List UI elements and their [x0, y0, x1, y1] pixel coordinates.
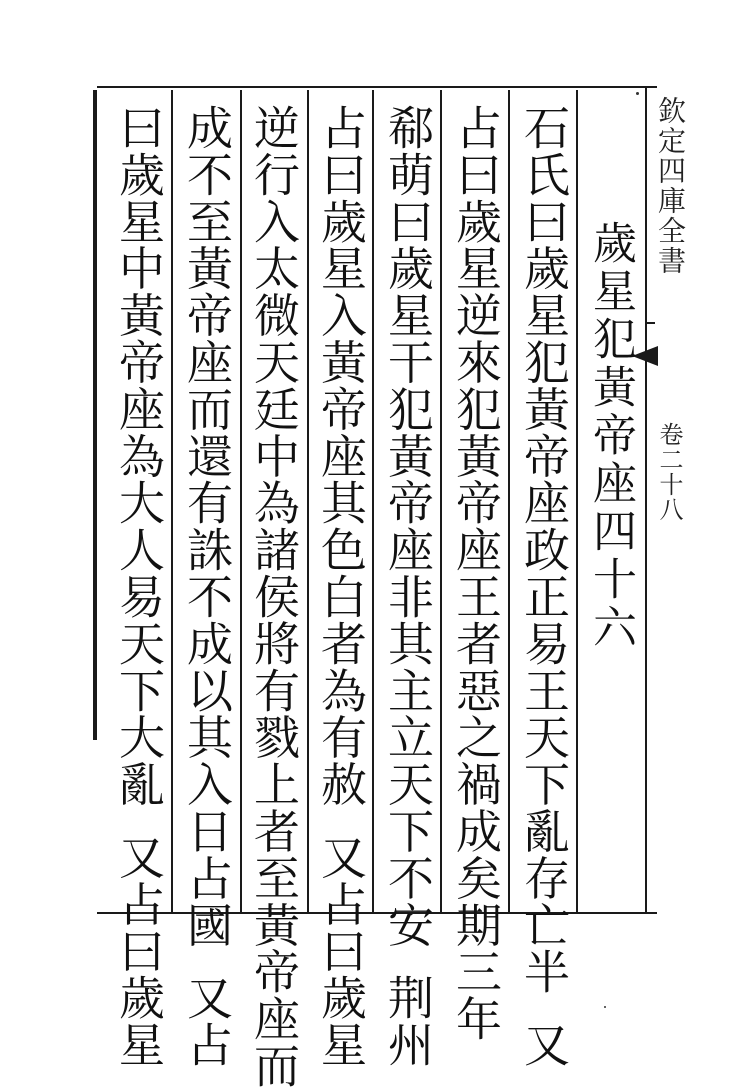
- top-border-rule: [97, 86, 657, 88]
- column-text: 逆行入太微天廷中為諸侯將有戮上者至黃帝座而: [247, 104, 301, 1089]
- margin-separator: [647, 322, 655, 324]
- section-heading: [585, 220, 636, 652]
- column-text: 又: [517, 1021, 571, 1069]
- column-text: 荆州: [381, 974, 435, 1069]
- column-text: 又占曰歲星: [314, 833, 368, 1068]
- column-divider: [171, 90, 173, 912]
- heading-text: 歲星犯黃帝座四十六: [585, 220, 636, 652]
- column-text: 占曰歲星入黃帝座其色白者為有赦: [314, 104, 368, 808]
- column-divider: [372, 90, 374, 912]
- text-column-6: [180, 104, 234, 1069]
- text-column-1: [517, 104, 571, 1069]
- column-text: 石氏曰歲星犯黃帝座政正易王天下亂存亡半: [517, 104, 571, 996]
- volume-number: 卷二十八: [655, 422, 683, 522]
- column-text: 又占曰歲星: [112, 833, 166, 1068]
- column-divider: [440, 90, 442, 912]
- left-border-rule: [93, 90, 97, 740]
- column-text: 占曰歲星逆來犯黃帝座王者惡之禍成矣期三年: [449, 104, 503, 1042]
- scan-speck: [636, 92, 639, 95]
- text-column-3: [381, 104, 435, 1069]
- text-column-5: [247, 104, 301, 1089]
- text-column-4: [314, 104, 368, 1068]
- book-title: 欽定四庫全書: [654, 96, 687, 276]
- column-text: 郗萌曰歲星干犯黃帝座非其主立天下不安: [381, 104, 435, 949]
- column-divider: [576, 90, 578, 912]
- column-text: 曰歲星中黃帝座為大人易天下大亂: [112, 104, 166, 808]
- text-column-2: [449, 104, 503, 1042]
- scan-speck: [604, 1006, 606, 1008]
- column-divider: [240, 90, 242, 912]
- column-divider: [508, 90, 510, 912]
- text-column-7: [112, 104, 166, 1068]
- column-divider: [307, 90, 309, 912]
- column-text: 又占: [180, 974, 234, 1069]
- column-text: 成不至黃帝座而還有誅不成以其入日占國: [180, 104, 234, 949]
- margin-rule: [645, 86, 647, 914]
